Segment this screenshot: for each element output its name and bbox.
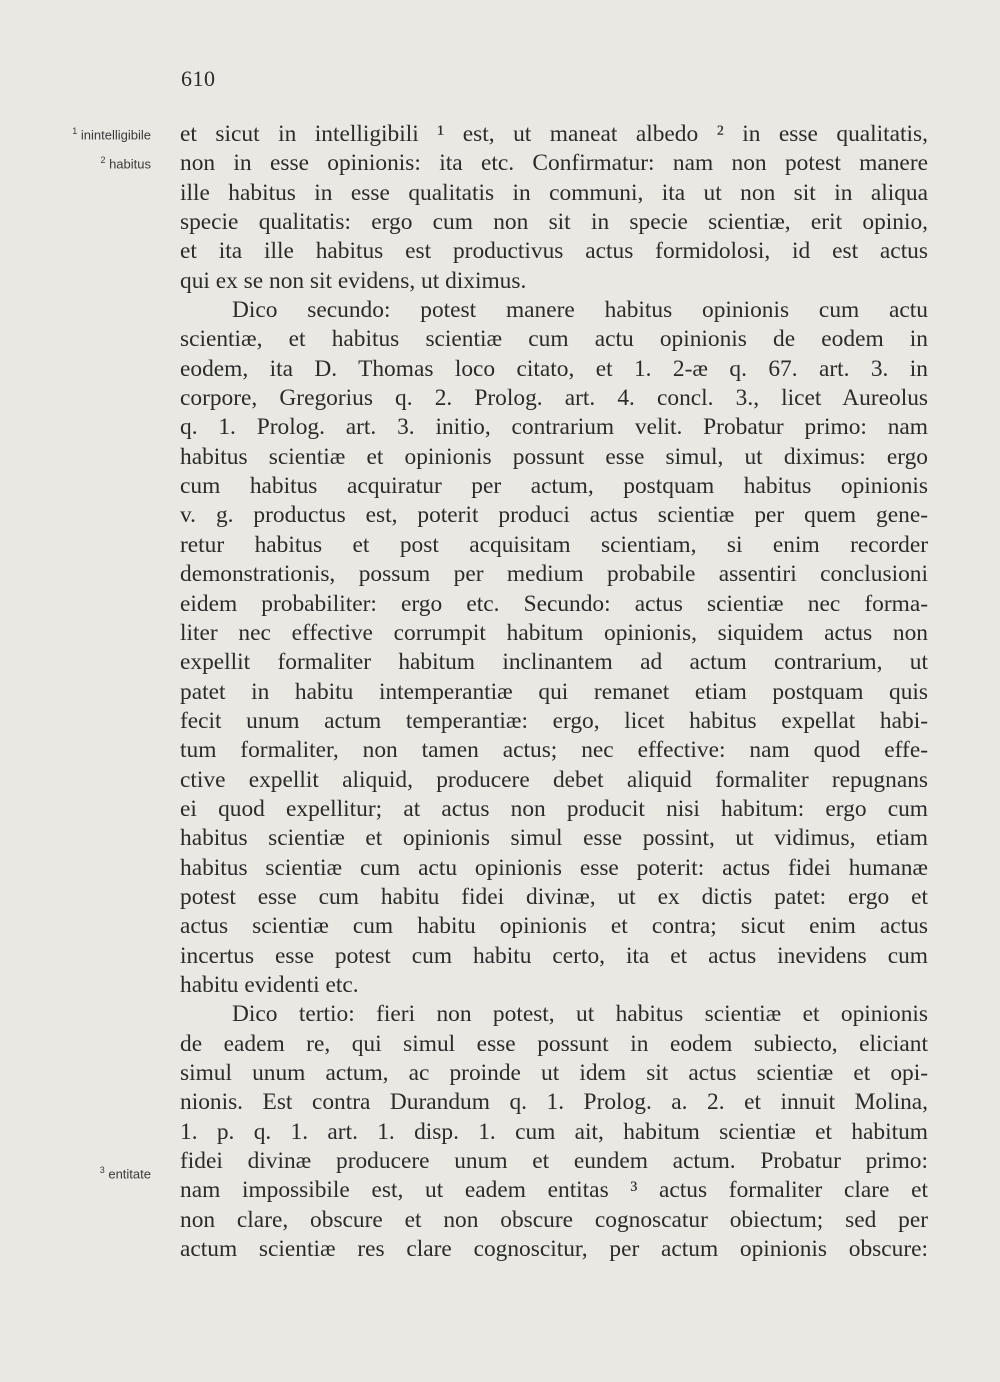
text-line: corpore, Gregorius q. 2. Prolog. art. 4. concl. 3., licet Aureolus: [180, 385, 928, 412]
page-number: 610: [181, 66, 216, 91]
text-line: eodem, ita D. Thomas loco citato, et 1. 2-æ q. 67. art. 3. in: [180, 355, 928, 382]
text-line: specie qualitatis: ergo cum non sit in specie scientiæ, erit opinio,: [180, 209, 928, 236]
margin-note: [100, 1165, 151, 1181]
text-line: habitus scientiæ et opinionis simul esse possint, ut vidimus, etiam: [180, 825, 928, 852]
text-line: tum formaliter, non tamen actus; nec effective: nam quod effe-: [180, 737, 928, 764]
margin-note: [72, 126, 151, 142]
text-line: incertus esse potest cum habitu certo, ita et actus inevidens cum: [180, 942, 928, 969]
margin-note: [100, 155, 151, 171]
text-line: fidei divinæ producere unum et eundem actum. Probatur primo:: [180, 1148, 928, 1175]
text-line: actum scientiæ res clare cognoscitur, per actum opinionis obscure:: [180, 1236, 928, 1263]
text-line: demonstrationis, possum per medium probabile assentiri conclusioni: [180, 561, 928, 588]
text-line: expellit formaliter habitum inclinantem ad actum contrarium, ut: [180, 649, 928, 676]
text-line: ille habitus in esse qualitatis in communi, ita ut non sit in aliqua: [180, 179, 928, 206]
text-line: retur habitus et post acquisitam scientiam, si enim recorder: [180, 531, 928, 558]
text-line: habitu evidenti etc.: [180, 971, 359, 998]
text-line: habitus scientiæ et opinionis possunt esse simul, ut diximus: ergo: [180, 443, 928, 470]
text-line: Dico secundo: potest manere habitus opinionis cum actu: [232, 297, 928, 324]
text-line: eidem probabiliter: ergo etc. Secundo: actus scientiæ nec forma-: [180, 590, 928, 617]
text-line: nam impossibile est, ut eadem entitas ³ actus formaliter clare et: [180, 1177, 928, 1204]
text-line: actus scientiæ cum habitu opinionis et contra; sicut enim actus: [180, 913, 928, 940]
text-line: simul unum actum, ac proinde ut idem sit actus scientiæ et opi-: [180, 1060, 928, 1086]
text-line: ei quod expellitur; at actus non producit nisi habitum: ergo cum: [180, 795, 928, 822]
text-line: q. 1. Prolog. art. 3. initio, contrarium velit. Probatur primo: nam: [180, 414, 928, 441]
text-line: ctive expellit aliquid, producere debet aliquid formaliter repugnans: [180, 766, 928, 793]
text-line: nionis. Est contra Durandum q. 1. Prolog. a. 2. et innuit Molina,: [180, 1089, 928, 1116]
text-line: patet in habitu intemperantiæ qui remanet etiam postquam quis: [180, 678, 928, 705]
margin-note-word: entitate: [108, 1166, 151, 1182]
margin-note-mark: 3: [99, 1165, 105, 1175]
text-line: habitus scientiæ cum actu opinionis esse poterit: actus fidei humanæ: [180, 854, 928, 881]
body-text: [180, 120, 928, 1264]
text-line: potest esse cum habitu fidei divinæ, ut ex dictis patet: ergo et: [180, 883, 928, 910]
text-line: liter nec effective corrumpit habitum opinionis, siquidem actus non: [180, 619, 928, 646]
text-line: 1. p. q. 1. art. 1. disp. 1. cum ait, habitum scientiæ et habitum: [180, 1118, 928, 1145]
text-line: cum habitus acquiratur per actum, postquam habitus opinionis: [180, 473, 928, 500]
text-line: non clare, obscure et non obscure cognoscatur obiectum; sed per: [180, 1206, 928, 1233]
text-line: fecit unum actum temperantiæ: ergo, licet habitus expellat habi-: [180, 707, 928, 734]
text-line: de eadem re, qui simul esse possunt in eodem subiecto, eliciant: [180, 1030, 928, 1057]
text-line: et sicut in intelligibili ¹ est, ut maneat albedo ² in esse qualitatis,: [180, 121, 928, 147]
text-line: qui ex se non sit evidens, ut diximus.: [180, 267, 527, 294]
margin-note-mark: 1: [72, 126, 78, 136]
margin-note-word: habitus: [109, 156, 151, 172]
margin-note-mark: 2: [100, 155, 106, 165]
text-line: Dico tertio: fieri non potest, ut habitus scientiæ et opinionis: [232, 1001, 928, 1028]
text-line: scientiæ, et habitus scientiæ cum actu opinionis de eodem in: [180, 326, 928, 353]
text-line: v. g. productus est, poterit produci actus scientiæ per quem gene-: [180, 502, 928, 529]
text-line: et ita ille habitus est productivus actus formidolosi, id est actus: [180, 238, 928, 265]
text-line: non in esse opinionis: ita etc. Confirmatur: nam non potest manere: [180, 150, 928, 177]
margin-note-word: inintelligibile: [80, 127, 151, 143]
